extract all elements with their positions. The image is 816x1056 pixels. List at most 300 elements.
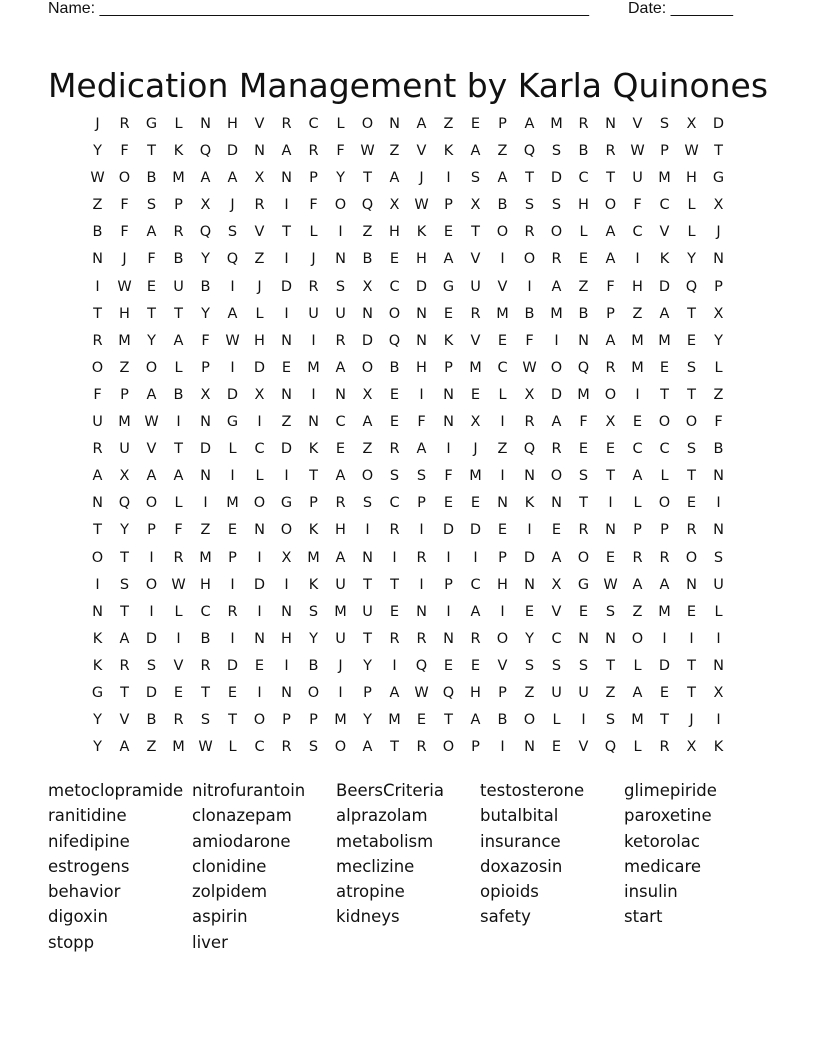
grid-letter[interactable]: A <box>146 224 157 241</box>
grid-letter[interactable]: O <box>550 224 563 241</box>
grid-letter[interactable]: R <box>281 116 292 132</box>
grid-letter[interactable]: X <box>470 414 481 431</box>
grid-letter[interactable]: Y <box>336 170 345 187</box>
grid-letter[interactable]: A <box>146 386 157 403</box>
grid-letter[interactable]: R <box>335 495 346 512</box>
grid-letter[interactable]: N <box>254 522 265 539</box>
grid-letter[interactable]: N <box>92 251 103 268</box>
grid-letter[interactable]: R <box>173 549 184 566</box>
grid-letter[interactable]: C <box>335 414 346 431</box>
grid-letter[interactable]: T <box>390 739 399 756</box>
grid-letter[interactable]: F <box>120 143 129 160</box>
grid-letter[interactable]: Z <box>146 739 157 756</box>
grid-letter[interactable]: E <box>443 657 454 674</box>
grid-letter[interactable]: I <box>500 739 505 756</box>
grid-letter[interactable]: F <box>714 414 723 431</box>
grid-letter[interactable]: Q <box>523 441 536 458</box>
grid-letter[interactable]: O <box>145 495 158 512</box>
grid-letter[interactable]: F <box>525 332 534 349</box>
grid-letter[interactable]: I <box>662 630 667 647</box>
grid-letter[interactable]: E <box>497 522 508 539</box>
grid-letter[interactable]: I <box>446 170 451 187</box>
grid-letter[interactable]: S <box>227 224 238 241</box>
grid-letter[interactable]: Z <box>605 684 616 701</box>
grid-letter[interactable]: B <box>92 224 103 241</box>
grid-letter[interactable]: Q <box>685 278 698 295</box>
grid-letter[interactable]: I <box>392 549 397 566</box>
grid-letter[interactable]: T <box>201 684 210 701</box>
grid-letter[interactable]: V <box>254 116 265 132</box>
grid-letter[interactable]: Q <box>415 657 428 674</box>
grid-letter[interactable]: P <box>498 116 507 132</box>
grid-letter[interactable]: A <box>470 603 481 620</box>
grid-letter[interactable]: S <box>578 657 589 674</box>
grid-letter[interactable]: E <box>551 739 562 756</box>
grid-letter[interactable]: I <box>149 549 154 566</box>
grid-letter[interactable]: J <box>311 251 316 268</box>
grid-letter[interactable]: B <box>497 712 508 729</box>
grid-letter[interactable]: O <box>685 549 698 566</box>
grid-letter[interactable]: H <box>281 630 292 647</box>
grid-letter[interactable]: N <box>416 603 427 620</box>
grid-letter[interactable]: A <box>524 116 535 132</box>
grid-letter[interactable]: N <box>578 332 589 349</box>
grid-letter[interactable]: B <box>200 630 211 647</box>
grid-letter[interactable]: Z <box>497 441 508 458</box>
grid-letter[interactable]: D <box>442 522 455 539</box>
grid-letter[interactable]: I <box>419 576 424 593</box>
grid-letter[interactable]: X <box>200 197 211 214</box>
grid-letter[interactable]: A <box>173 332 184 349</box>
grid-letter[interactable]: I <box>311 386 316 403</box>
grid-letter[interactable]: A <box>335 359 346 376</box>
grid-letter[interactable]: I <box>257 603 262 620</box>
grid-letter[interactable]: R <box>605 143 616 160</box>
grid-letter[interactable]: F <box>120 197 129 214</box>
grid-letter[interactable]: A <box>659 305 670 322</box>
grid-letter[interactable]: P <box>660 143 669 160</box>
grid-letter[interactable]: R <box>659 739 670 756</box>
grid-letter[interactable]: T <box>174 305 183 322</box>
grid-letter[interactable]: E <box>551 522 562 539</box>
grid-letter[interactable]: S <box>335 278 346 295</box>
grid-letter[interactable]: A <box>443 251 454 268</box>
grid-letter[interactable]: B <box>308 657 319 674</box>
grid-letter[interactable]: R <box>632 549 643 566</box>
grid-letter[interactable]: L <box>714 359 723 376</box>
grid-letter[interactable]: D <box>712 116 725 132</box>
grid-letter[interactable]: U <box>713 576 724 593</box>
grid-letter[interactable]: J <box>230 197 235 214</box>
grid-letter[interactable]: I <box>230 630 235 647</box>
grid-letter[interactable]: R <box>524 224 535 241</box>
grid-letter[interactable]: R <box>92 332 103 349</box>
grid-letter[interactable]: M <box>334 712 347 729</box>
grid-letter[interactable]: A <box>632 684 643 701</box>
grid-letter[interactable]: A <box>551 549 562 566</box>
grid-letter[interactable]: K <box>308 522 319 539</box>
grid-letter[interactable]: H <box>335 522 346 539</box>
grid-letter[interactable]: N <box>200 414 211 431</box>
grid-letter[interactable]: J <box>689 712 694 729</box>
grid-letter[interactable]: Y <box>93 712 102 729</box>
grid-letter[interactable]: S <box>362 495 373 512</box>
grid-letter[interactable]: E <box>632 414 643 431</box>
grid-letter[interactable]: M <box>118 414 131 431</box>
grid-letter[interactable]: F <box>147 251 156 268</box>
grid-letter[interactable]: P <box>363 684 372 701</box>
grid-letter[interactable]: X <box>281 549 292 566</box>
grid-letter[interactable]: N <box>281 170 292 187</box>
grid-letter[interactable]: Y <box>93 143 102 160</box>
grid-letter[interactable]: E <box>659 684 670 701</box>
grid-letter[interactable]: U <box>173 278 184 295</box>
grid-letter[interactable]: C <box>497 359 508 376</box>
grid-letter[interactable]: A <box>416 441 427 458</box>
grid-letter[interactable]: S <box>524 657 535 674</box>
grid-letter[interactable]: P <box>309 712 318 729</box>
grid-letter[interactable]: M <box>334 603 347 620</box>
grid-letter[interactable]: I <box>500 251 505 268</box>
grid-letter[interactable]: M <box>631 332 644 349</box>
grid-letter[interactable]: N <box>200 468 211 485</box>
grid-letter[interactable]: Q <box>388 332 401 349</box>
grid-letter[interactable]: U <box>362 603 373 620</box>
grid-letter[interactable]: I <box>446 603 451 620</box>
grid-letter[interactable]: A <box>119 739 130 756</box>
grid-letter[interactable]: T <box>120 549 129 566</box>
grid-letter[interactable]: M <box>577 386 590 403</box>
grid-letter[interactable]: Y <box>525 630 534 647</box>
grid-letter[interactable]: D <box>226 386 239 403</box>
grid-letter[interactable]: I <box>230 278 235 295</box>
grid-letter[interactable]: N <box>362 305 373 322</box>
grid-letter[interactable]: L <box>687 197 696 214</box>
grid-letter[interactable]: O <box>334 739 347 756</box>
grid-letter[interactable]: P <box>282 712 291 729</box>
grid-letter[interactable]: E <box>605 441 616 458</box>
grid-letter[interactable]: U <box>335 630 346 647</box>
grid-letter[interactable]: N <box>281 332 292 349</box>
grid-letter[interactable]: F <box>606 278 615 295</box>
grid-letter[interactable]: J <box>257 278 262 295</box>
grid-letter[interactable]: A <box>119 630 130 647</box>
grid-letter[interactable]: P <box>633 522 642 539</box>
grid-letter[interactable]: I <box>419 522 424 539</box>
grid-letter[interactable]: A <box>335 468 346 485</box>
grid-letter[interactable]: I <box>635 251 640 268</box>
grid-letter[interactable]: S <box>200 712 211 729</box>
grid-letter[interactable]: H <box>119 305 130 322</box>
grid-letter[interactable]: O <box>604 197 617 214</box>
grid-letter[interactable]: P <box>147 522 156 539</box>
grid-letter[interactable]: N <box>713 468 724 485</box>
grid-letter[interactable]: U <box>92 414 103 431</box>
grid-letter[interactable]: M <box>172 170 185 187</box>
grid-letter[interactable]: L <box>174 495 183 512</box>
grid-letter[interactable]: T <box>309 468 318 485</box>
grid-letter[interactable]: E <box>524 603 535 620</box>
grid-letter[interactable]: N <box>524 739 535 756</box>
grid-letter[interactable]: E <box>470 386 481 403</box>
grid-letter[interactable]: L <box>174 359 183 376</box>
grid-letter[interactable]: M <box>496 305 509 322</box>
grid-letter[interactable]: A <box>362 414 373 431</box>
grid-letter[interactable]: V <box>578 739 589 756</box>
grid-letter[interactable]: X <box>362 386 373 403</box>
grid-letter[interactable]: I <box>95 576 100 593</box>
grid-letter[interactable]: N <box>524 576 535 593</box>
grid-letter[interactable]: Q <box>523 143 536 160</box>
grid-letter[interactable]: N <box>713 251 724 268</box>
grid-letter[interactable]: D <box>253 359 266 376</box>
grid-letter[interactable]: T <box>687 468 696 485</box>
grid-letter[interactable]: W <box>603 576 618 593</box>
grid-letter[interactable]: F <box>336 143 345 160</box>
grid-letter[interactable]: N <box>551 495 562 512</box>
grid-letter[interactable]: L <box>633 739 642 756</box>
grid-letter[interactable]: T <box>687 305 696 322</box>
grid-letter[interactable]: V <box>632 116 643 132</box>
grid-letter[interactable]: S <box>524 197 535 214</box>
grid-letter[interactable]: R <box>389 522 400 539</box>
grid-letter[interactable]: P <box>714 278 723 295</box>
grid-letter[interactable]: G <box>226 414 239 431</box>
grid-letter[interactable]: Z <box>254 251 265 268</box>
grid-letter[interactable]: T <box>93 305 102 322</box>
grid-letter[interactable]: Y <box>120 522 129 539</box>
grid-letter[interactable]: L <box>633 657 642 674</box>
grid-letter[interactable]: N <box>713 657 724 674</box>
grid-letter[interactable]: H <box>254 332 265 349</box>
grid-letter[interactable]: R <box>335 332 346 349</box>
grid-letter[interactable]: P <box>444 197 453 214</box>
grid-letter[interactable]: R <box>281 739 292 756</box>
grid-letter[interactable]: U <box>308 305 319 322</box>
grid-letter[interactable]: R <box>227 603 238 620</box>
grid-letter[interactable]: E <box>389 386 400 403</box>
grid-letter[interactable]: J <box>716 224 721 241</box>
grid-letter[interactable]: G <box>577 576 590 593</box>
grid-letter[interactable]: Y <box>93 739 102 756</box>
grid-letter[interactable]: H <box>470 684 481 701</box>
grid-letter[interactable]: O <box>145 576 158 593</box>
grid-letter[interactable]: O <box>658 495 671 512</box>
grid-letter[interactable]: N <box>443 630 454 647</box>
grid-letter[interactable]: I <box>284 197 289 214</box>
grid-letter[interactable]: J <box>419 170 424 187</box>
grid-letter[interactable]: C <box>632 441 643 458</box>
grid-letter[interactable]: B <box>578 305 589 322</box>
grid-letter[interactable]: N <box>281 684 292 701</box>
grid-letter[interactable]: I <box>446 549 451 566</box>
grid-letter[interactable]: R <box>578 522 589 539</box>
grid-letter[interactable]: K <box>659 251 670 268</box>
grid-letter[interactable]: F <box>633 197 642 214</box>
grid-letter[interactable]: R <box>605 359 616 376</box>
grid-letter[interactable]: G <box>442 278 455 295</box>
grid-letter[interactable]: T <box>525 170 534 187</box>
grid-letter[interactable]: Z <box>524 684 535 701</box>
grid-letter[interactable]: H <box>578 197 589 214</box>
grid-letter[interactable]: O <box>577 549 590 566</box>
grid-letter[interactable]: I <box>257 684 262 701</box>
grid-letter[interactable]: T <box>363 576 372 593</box>
grid-letter[interactable]: Q <box>442 684 455 701</box>
grid-letter[interactable]: N <box>308 414 319 431</box>
grid-letter[interactable]: O <box>253 712 266 729</box>
grid-letter[interactable]: R <box>308 143 319 160</box>
grid-letter[interactable]: O <box>361 468 374 485</box>
grid-letter[interactable]: I <box>176 630 181 647</box>
grid-letter[interactable]: N <box>605 630 616 647</box>
grid-letter[interactable]: A <box>470 143 481 160</box>
grid-letter[interactable]: Q <box>361 197 374 214</box>
grid-letter[interactable]: A <box>605 332 616 349</box>
grid-letter[interactable]: D <box>199 441 212 458</box>
grid-letter[interactable]: N <box>281 386 292 403</box>
grid-letter[interactable]: F <box>309 197 318 214</box>
grid-letter[interactable]: D <box>523 549 536 566</box>
grid-letter[interactable]: J <box>338 657 343 674</box>
grid-letter[interactable]: V <box>254 224 265 241</box>
grid-letter[interactable]: X <box>524 386 535 403</box>
grid-letter[interactable]: L <box>255 305 264 322</box>
grid-letter[interactable]: P <box>309 170 318 187</box>
grid-letter[interactable]: I <box>176 414 181 431</box>
grid-letter[interactable]: R <box>92 441 103 458</box>
grid-letter[interactable]: K <box>416 224 427 241</box>
grid-letter[interactable]: R <box>686 522 697 539</box>
grid-letter[interactable]: B <box>497 197 508 214</box>
grid-letter[interactable]: I <box>446 441 451 458</box>
grid-letter[interactable]: E <box>443 224 454 241</box>
grid-letter[interactable]: D <box>550 170 563 187</box>
grid-letter[interactable]: E <box>686 603 697 620</box>
grid-letter[interactable]: S <box>308 739 319 756</box>
grid-letter[interactable]: K <box>308 576 319 593</box>
grid-letter[interactable]: M <box>307 549 320 566</box>
grid-letter[interactable]: V <box>119 712 130 729</box>
grid-letter[interactable]: T <box>471 224 480 241</box>
grid-letter[interactable]: I <box>716 712 721 729</box>
grid-letter[interactable]: K <box>443 332 454 349</box>
grid-letter[interactable]: S <box>146 197 157 214</box>
grid-letter[interactable]: O <box>91 549 104 566</box>
grid-letter[interactable]: P <box>174 197 183 214</box>
grid-letter[interactable]: B <box>146 712 157 729</box>
grid-letter[interactable]: O <box>658 414 671 431</box>
grid-letter[interactable]: P <box>417 495 426 512</box>
grid-letter[interactable]: L <box>498 386 507 403</box>
grid-letter[interactable]: M <box>631 712 644 729</box>
grid-letter[interactable]: N <box>200 116 211 132</box>
grid-letter[interactable]: Y <box>714 332 723 349</box>
grid-letter[interactable]: R <box>119 116 130 132</box>
grid-letter[interactable]: H <box>227 116 238 132</box>
grid-letter[interactable]: A <box>551 278 562 295</box>
grid-letter[interactable]: A <box>362 739 373 756</box>
grid-letter[interactable]: F <box>417 414 426 431</box>
grid-letter[interactable]: P <box>660 522 669 539</box>
grid-letter[interactable]: M <box>469 359 482 376</box>
grid-letter[interactable]: R <box>470 630 481 647</box>
grid-letter[interactable]: U <box>578 684 589 701</box>
grid-letter[interactable]: I <box>365 522 370 539</box>
grid-letter[interactable]: W <box>360 143 375 160</box>
grid-letter[interactable]: C <box>389 278 400 295</box>
grid-letter[interactable]: B <box>173 251 184 268</box>
grid-letter[interactable]: D <box>145 630 158 647</box>
grid-letter[interactable]: L <box>228 441 237 458</box>
grid-letter[interactable]: B <box>200 278 211 295</box>
grid-letter[interactable]: S <box>551 143 562 160</box>
grid-letter[interactable]: E <box>578 441 589 458</box>
grid-letter[interactable]: M <box>118 332 131 349</box>
grid-letter[interactable]: C <box>659 197 670 214</box>
grid-letter[interactable]: K <box>92 657 103 674</box>
grid-letter[interactable]: T <box>93 522 102 539</box>
grid-letter[interactable]: Z <box>632 305 643 322</box>
grid-letter[interactable]: E <box>389 414 400 431</box>
grid-letter[interactable]: E <box>686 332 697 349</box>
grid-letter[interactable]: C <box>632 224 643 241</box>
grid-letter[interactable]: L <box>255 468 264 485</box>
grid-letter[interactable]: I <box>716 630 721 647</box>
grid-letter[interactable]: C <box>254 739 265 756</box>
grid-letter[interactable]: I <box>230 468 235 485</box>
grid-letter[interactable]: H <box>416 251 427 268</box>
grid-letter[interactable]: D <box>658 657 671 674</box>
grid-letter[interactable]: B <box>524 305 535 322</box>
grid-letter[interactable]: E <box>578 603 589 620</box>
grid-letter[interactable]: V <box>470 251 481 268</box>
grid-letter[interactable]: D <box>361 332 374 349</box>
grid-letter[interactable]: I <box>716 495 721 512</box>
grid-letter[interactable]: Z <box>119 359 130 376</box>
grid-letter[interactable]: M <box>226 495 239 512</box>
grid-letter[interactable]: A <box>632 468 643 485</box>
grid-letter[interactable]: S <box>551 197 562 214</box>
grid-letter[interactable]: E <box>146 278 157 295</box>
grid-letter[interactable]: L <box>309 224 318 241</box>
grid-letter[interactable]: O <box>145 359 158 376</box>
grid-letter[interactable]: E <box>173 684 184 701</box>
grid-letter[interactable]: A <box>497 170 508 187</box>
grid-letter[interactable]: Z <box>362 441 373 458</box>
grid-letter[interactable]: I <box>500 468 505 485</box>
grid-letter[interactable]: N <box>254 143 265 160</box>
grid-letter[interactable]: D <box>550 386 563 403</box>
grid-letter[interactable]: O <box>550 468 563 485</box>
grid-letter[interactable]: X <box>686 116 697 132</box>
grid-letter[interactable]: M <box>199 549 212 566</box>
grid-letter[interactable]: N <box>335 251 346 268</box>
grid-letter[interactable]: H <box>416 359 427 376</box>
grid-letter[interactable]: D <box>145 684 158 701</box>
grid-letter[interactable]: D <box>280 441 293 458</box>
grid-letter[interactable]: L <box>174 603 183 620</box>
grid-letter[interactable]: G <box>91 684 104 701</box>
grid-letter[interactable]: N <box>443 414 454 431</box>
grid-letter[interactable]: S <box>551 657 562 674</box>
grid-letter[interactable]: M <box>658 603 671 620</box>
grid-letter[interactable]: K <box>443 143 454 160</box>
grid-letter[interactable]: O <box>523 251 536 268</box>
grid-letter[interactable]: D <box>415 278 428 295</box>
grid-letter[interactable]: B <box>146 170 157 187</box>
grid-letter[interactable]: L <box>174 116 183 132</box>
